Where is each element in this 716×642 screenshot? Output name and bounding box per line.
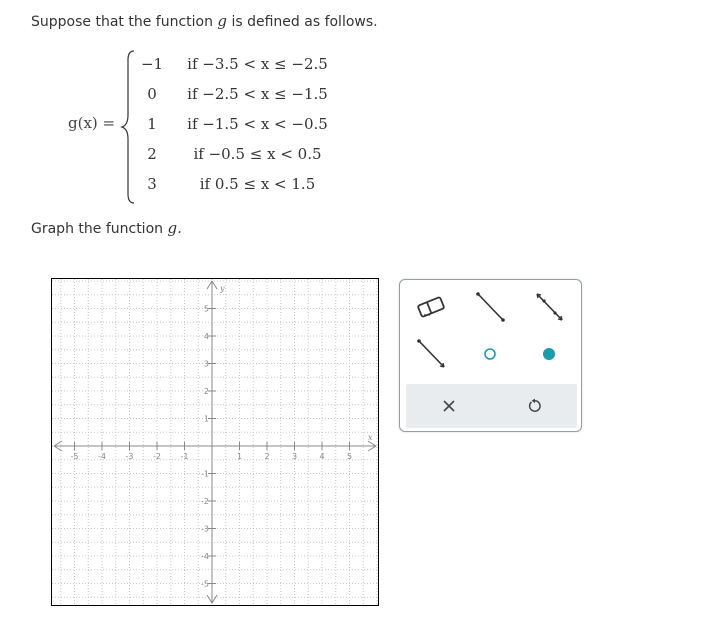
clear-button[interactable]	[432, 389, 466, 423]
line-segment-icon	[473, 290, 507, 324]
piece-value: 1	[147, 115, 157, 133]
piece-condition: if −1.5 < x < −0.5	[187, 115, 328, 133]
x-tick-label: 3	[291, 452, 298, 461]
question-intro	[31, 12, 378, 30]
y-tick-label: 2	[203, 387, 209, 396]
ray-tool-button[interactable]	[414, 337, 448, 371]
piece-condition: if 0.5 ≤ x < 1.5	[199, 175, 316, 193]
x-tick-label: 5	[346, 452, 353, 461]
x-tick-label: -2	[153, 452, 161, 461]
closed-circle-icon	[541, 346, 557, 362]
graph-canvas[interactable]	[51, 278, 379, 606]
eraser-tool-button[interactable]	[414, 290, 448, 324]
x-tick-label: -1	[180, 452, 189, 461]
open-circle-tool-button[interactable]	[473, 337, 507, 371]
graph-toolbox	[399, 279, 582, 432]
y-tick-label: -5	[201, 579, 209, 589]
tool-action-bar	[406, 384, 577, 428]
line-tool-button[interactable]	[532, 290, 566, 324]
piece-value: −1	[140, 55, 164, 73]
piece-value: 0	[147, 85, 157, 103]
intro-text: Suppose that the function	[31, 14, 213, 30]
intro-end-text: is defined as follows.	[231, 14, 378, 30]
x-tick-label: -3	[125, 452, 134, 461]
y-tick-label: 4	[203, 332, 209, 341]
piece-condition: if −2.5 < x ≤ −1.5	[187, 85, 328, 103]
eraser-icon	[416, 295, 446, 319]
y-tick-label: -1	[201, 469, 209, 479]
definition-lhs: g(x) =	[68, 114, 116, 132]
x-tick-label: -4	[98, 452, 106, 461]
undo-button[interactable]	[518, 389, 552, 423]
y-tick-label: 5	[203, 304, 209, 314]
y-tick-label: -4	[201, 552, 209, 561]
x-tick-label: 1	[236, 452, 243, 461]
y-tick-label: 1	[203, 414, 209, 424]
y-tick-label: -2	[201, 497, 209, 506]
piece-condition: if −0.5 ≤ x < 0.5	[193, 145, 322, 163]
undo-icon	[527, 398, 543, 414]
y-tick-label: 3	[203, 359, 209, 369]
x-tick-label: 2	[264, 452, 270, 461]
segment-tool-button[interactable]	[473, 290, 507, 324]
y-axis-label: y	[220, 284, 225, 293]
open-circle-icon	[482, 346, 498, 362]
graph-function-letter: g.	[167, 219, 182, 237]
graph-prompt-text: Graph the function	[31, 221, 164, 237]
x-tick-label: 4	[319, 452, 325, 461]
graph-prompt	[31, 219, 182, 237]
x-axis-label: x	[368, 433, 373, 442]
x-tick-label: -5	[70, 452, 79, 461]
piecewise-brace	[119, 48, 137, 206]
y-tick-label: -3	[201, 524, 209, 534]
close-icon	[442, 399, 456, 413]
piece-condition: if −3.5 < x ≤ −2.5	[187, 55, 328, 73]
piece-value: 3	[147, 175, 157, 193]
coordinate-plane[interactable]	[52, 279, 378, 605]
ray-icon	[414, 337, 448, 371]
piece-value: 2	[147, 145, 157, 163]
line-icon	[532, 290, 566, 324]
closed-circle-tool-button[interactable]	[532, 337, 566, 371]
function-letter: g	[217, 12, 228, 30]
